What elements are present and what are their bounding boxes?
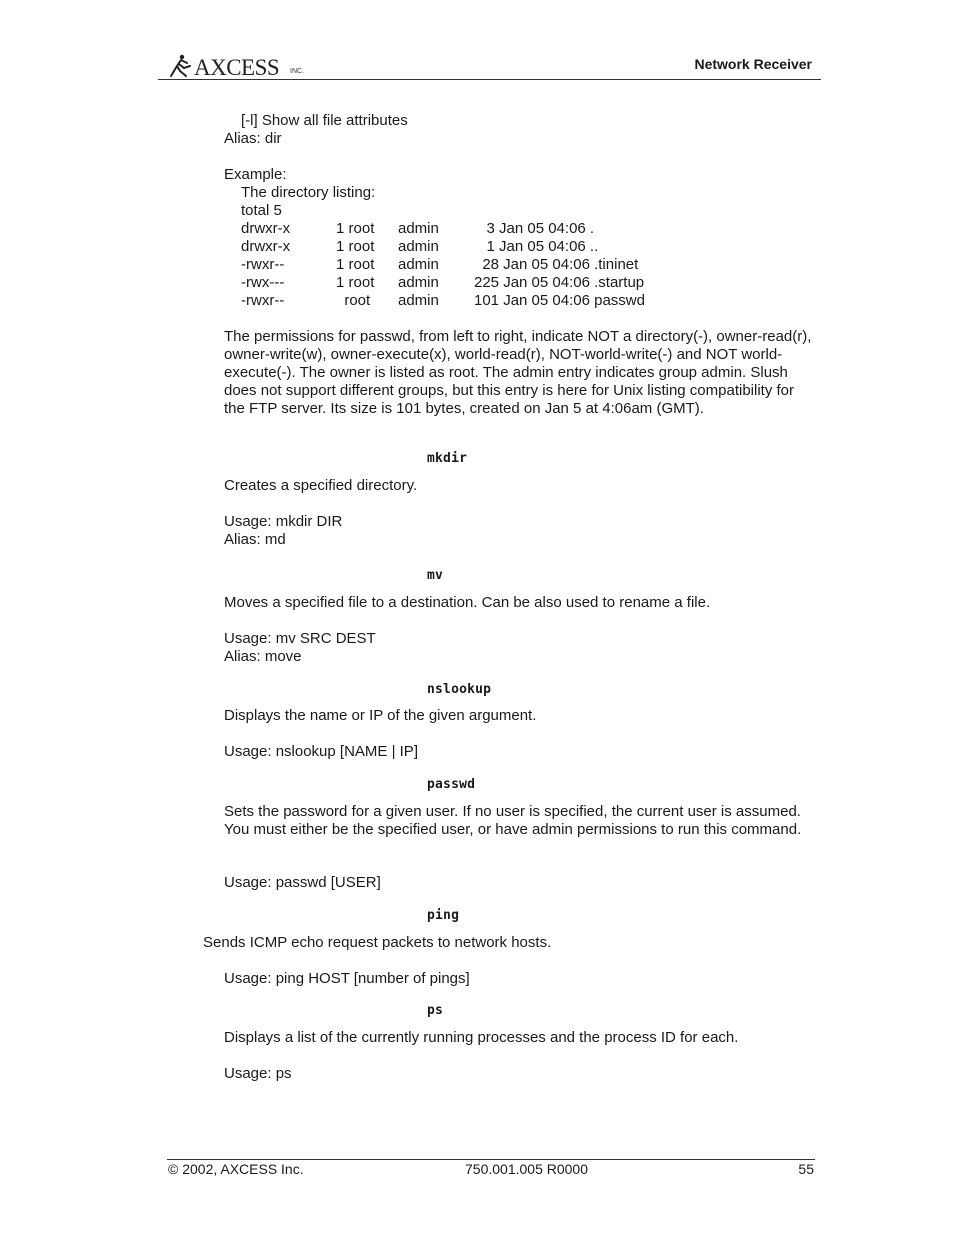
listing-perm: drwxr-x xyxy=(241,220,291,237)
listing-detail: 101 Jan 05 04:06 passwd xyxy=(474,292,645,309)
command-title-mv: mv xyxy=(427,568,444,583)
command-title-passwd: passwd xyxy=(427,777,476,792)
command-title-ps: ps xyxy=(427,1003,444,1018)
listing-detail: 28 Jan 05 04:06 .tininet xyxy=(474,256,639,273)
listing-perm: -rwx--- xyxy=(241,274,285,291)
listing-owner: root xyxy=(336,292,371,309)
header-rule xyxy=(158,79,821,80)
listing-owner: 1 root xyxy=(336,256,375,273)
mv-alias: Alias: move xyxy=(224,648,302,665)
listing-row xyxy=(241,256,701,274)
listing-group: admin xyxy=(398,274,439,291)
mv-description: Moves a specified file to a destination. Can be also used to rename a file. xyxy=(224,594,711,611)
listing-group: admin xyxy=(398,292,439,309)
listing-total: total 5 xyxy=(241,202,282,219)
passwd-usage: Usage: passwd [USER] xyxy=(224,874,381,891)
listing-group: admin xyxy=(398,238,439,255)
command-title-mkdir: mkdir xyxy=(427,451,468,466)
ps-description: Displays a list of the currently running processes and the process ID for each. xyxy=(224,1029,739,1046)
footer-page-number: 55 xyxy=(798,1161,814,1177)
command-title-ping: ping xyxy=(427,908,460,923)
logo-suffix: INC. xyxy=(290,68,304,75)
listing-group: admin xyxy=(398,220,439,237)
listing-owner: 1 root xyxy=(336,238,375,255)
mkdir-usage: Usage: mkdir DIR xyxy=(224,513,343,530)
passwd-description: Sets the password for a given user. If no user is specified, the current user is assumed. You must either be the specified user, or have admin permissions to run this command. xyxy=(224,803,802,838)
logo-text: AXCESS xyxy=(194,55,280,80)
ping-description: Sends ICMP echo request packets to network hosts. xyxy=(203,934,552,951)
command-title-nslookup: nslookup xyxy=(427,682,492,697)
example-heading: Example: xyxy=(224,166,287,183)
listing-detail: 1 Jan 05 04:06 .. xyxy=(474,238,599,255)
listing-owner: 1 root xyxy=(336,274,375,291)
footer-copyright: © 2002, AXCESS Inc. xyxy=(168,1161,304,1177)
footer-doc-number: 750.001.005 R0000 xyxy=(465,1161,588,1177)
listing-row xyxy=(241,238,701,256)
listing-row xyxy=(241,274,701,292)
listing-row xyxy=(241,292,701,310)
ls-option: [-l] Show all file attributes xyxy=(241,112,408,129)
listing-row xyxy=(241,220,701,238)
listing-owner: 1 root xyxy=(336,220,375,237)
listing-perm: -rwxr-- xyxy=(241,292,285,309)
listing-perm: drwxr-x xyxy=(241,238,291,255)
header-title: Network Receiver xyxy=(694,56,812,72)
nslookup-description: Displays the name or IP of the given argument. xyxy=(224,707,537,724)
ps-usage: Usage: ps xyxy=(224,1065,292,1082)
ping-usage: Usage: ping HOST [number of pings] xyxy=(224,970,470,987)
ls-alias: Alias: dir xyxy=(224,130,282,147)
listing-detail: 225 Jan 05 04:06 .startup xyxy=(474,274,645,291)
mkdir-description: Creates a specified directory. xyxy=(224,477,418,494)
mv-usage: Usage: mv SRC DEST xyxy=(224,630,376,647)
listing-perm: -rwxr-- xyxy=(241,256,285,273)
runner-logo-icon xyxy=(168,54,194,78)
footer-rule xyxy=(167,1159,815,1160)
listing-group: admin xyxy=(398,256,439,273)
example-caption: The directory listing: xyxy=(241,184,376,201)
nslookup-usage: Usage: nslookup [NAME | IP] xyxy=(224,743,418,760)
listing-detail: 3 Jan 05 04:06 . xyxy=(474,220,595,237)
permissions-paragraph: The permissions for passwd, from left to right, indicate NOT a directory(-), owner-read(r), owner-write(w), owner-execute(x), world-read(r), NOT-world-write(-) and NOT world-execute(-). The owner is listed as root. The admin entry indicates group admin. Slush does not support different groups, but this entry is here for Unix listing compatibility for the FTP server. Its size is 101 bytes, created on Jan 5 at 4:06am (GMT). xyxy=(224,328,812,417)
mkdir-alias: Alias: md xyxy=(224,531,286,548)
